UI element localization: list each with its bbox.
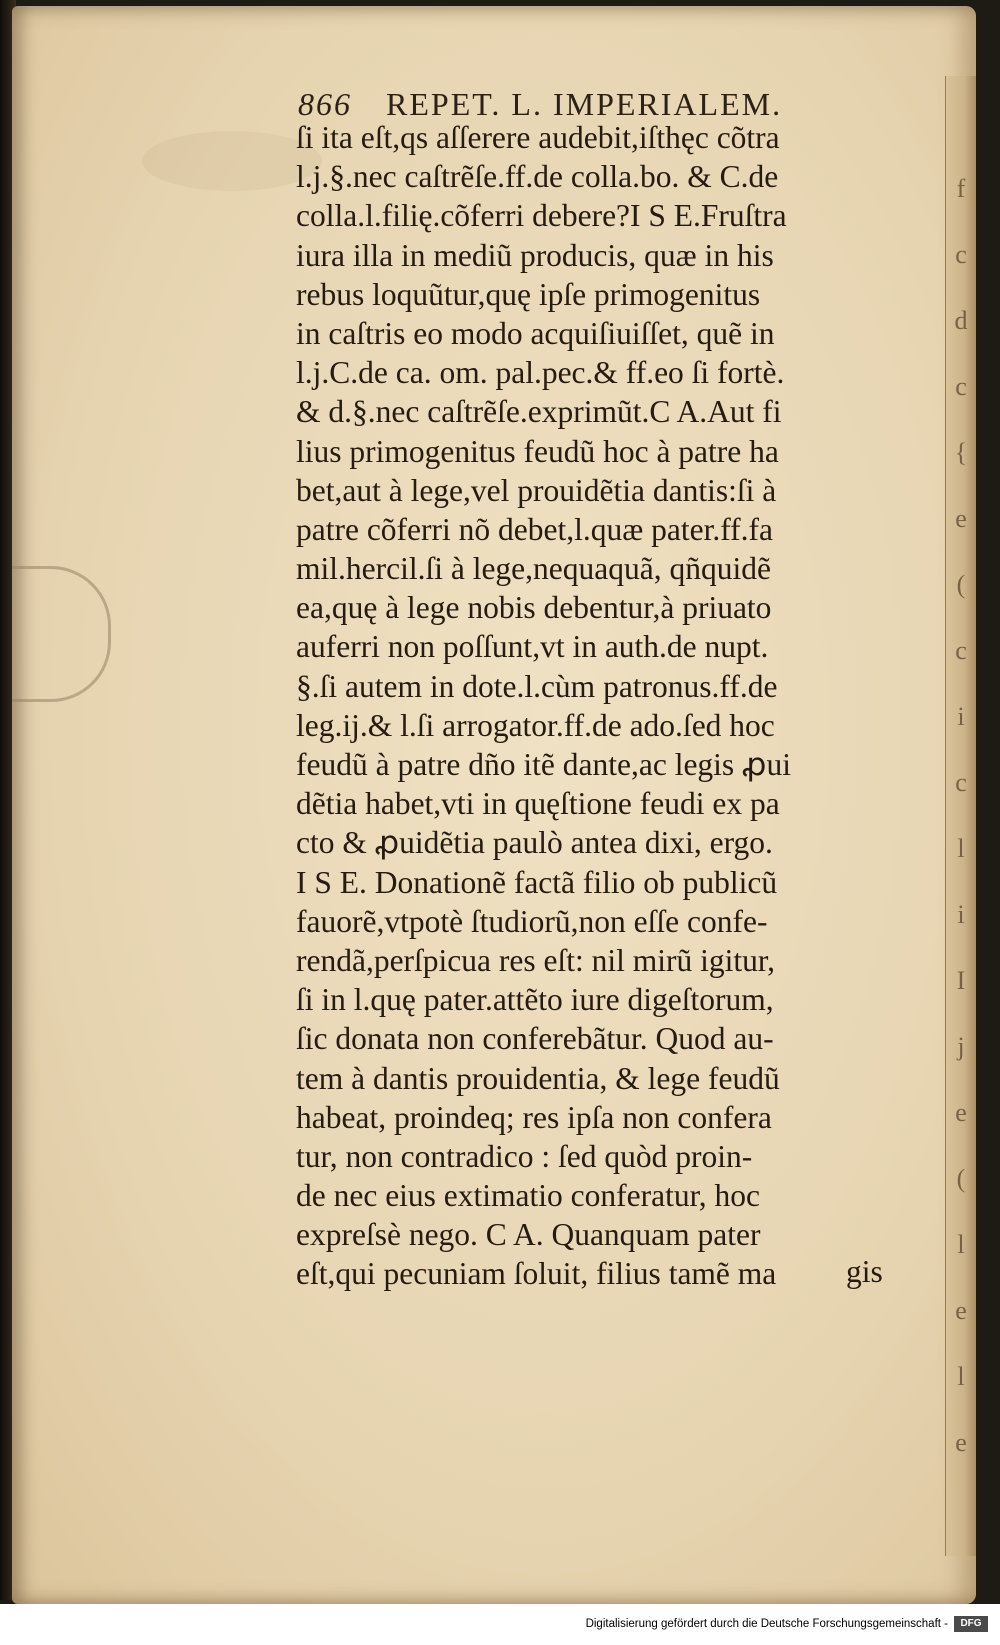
edge-letter: i <box>957 702 965 731</box>
paper-clip-mark <box>12 566 111 702</box>
page-number: 866 <box>298 86 352 122</box>
text-line: tem à dantis prouidentia, & lege feudũ <box>296 1060 780 1096</box>
text-line: & d.§.nec caſtrẽſe.exprimũt.C A.Aut fi <box>296 394 782 430</box>
text-line: ſi in l.quę pater.attẽto iure digeſtorum, <box>296 982 774 1018</box>
digitization-footer <box>0 1604 1000 1645</box>
text-line: auferri non poſſunt,vt in auth.de nupt. <box>296 629 769 665</box>
text-line: cto & ꝓuidẽtia paulò antea dixi, ergo. <box>296 825 773 861</box>
text-line: dẽtia habet,vti in quęſtione feudi ex pa <box>296 786 780 822</box>
text-line: l.j.C.de ca. om. pal.pec.& ff.eo ſi fortè. <box>296 355 785 391</box>
edge-letter: l <box>957 1230 965 1259</box>
edge-letter: f <box>956 174 966 203</box>
text-line: patre cõferri nõ debet,l.quæ pater.ff.fa <box>296 511 773 547</box>
edge-letter: c <box>955 636 967 665</box>
facing-page-edge <box>945 76 976 1556</box>
edge-letter: { <box>954 438 968 467</box>
text-line: eſt,qui pecuniam ſoluit, filius tamẽ ma <box>296 1256 777 1292</box>
edge-letter: l <box>957 834 965 863</box>
funding-credit: Digitalisierung gefördert durch die Deutsche Forschungsgemeinschaft - <box>585 1618 948 1630</box>
edge-letter: ( <box>956 1164 966 1193</box>
text-line: ea,quę à lege nobis debentur,à priuato <box>296 590 772 626</box>
text-line: §.ſi autem in dote.l.cùm patronus.ff.de <box>296 668 778 704</box>
text-line: expreſsè nego. C A. Quanquam pater <box>296 1217 761 1253</box>
text-line: rebus loquũtur,quę ipſe primogenitus <box>296 276 761 312</box>
text-line: ſic donata non conferebãtur. Quod au- <box>296 1021 774 1057</box>
text-line: rendã,perſpicua res eſt: nil mirũ igitur, <box>296 942 775 978</box>
edge-letter: e <box>955 1428 967 1457</box>
text-line: l.j.§.nec caſtrẽſe.ff.de colla.bo. & C.de <box>296 159 779 195</box>
text-line: feudũ à patre dño itẽ dante,ac legis ꝓui <box>296 747 791 782</box>
edge-letter: e <box>955 1098 967 1127</box>
paper-stain <box>142 131 322 191</box>
edge-letter: I <box>956 966 966 995</box>
edge-letter: c <box>955 768 967 797</box>
text-line: habeat, proindeq; res ipſa non confera <box>296 1099 772 1135</box>
catchword: gis <box>846 1254 883 1289</box>
edge-letter: i <box>957 900 965 929</box>
facing-page-letters <box>950 176 972 1456</box>
dfg-logo: DFG <box>954 1616 988 1632</box>
text-line: bet,aut à lege,vel prouidẽtia dantis:ſi à <box>296 472 777 508</box>
text-line: tur, non contradico : ſed quòd proin- <box>296 1138 753 1174</box>
running-title: REPET. L. IMPERIALEM. <box>386 86 783 122</box>
text-line: iura illa in mediũ producis, quæ in his <box>296 237 774 273</box>
text-line: ſi ita eſt,qs aſſerere audebit,iſthęc cõtra <box>296 120 780 155</box>
edge-letter: j <box>957 1032 965 1061</box>
edge-letter: d <box>954 306 968 335</box>
text-line: de nec eius extimatio conferatur, hoc <box>296 1178 761 1214</box>
edge-letter: e <box>955 504 967 533</box>
edge-letter: e <box>955 1296 967 1325</box>
edge-letter: c <box>955 240 967 269</box>
text-line: in caſtris eo modo acquiſiuiſſet, quẽ in <box>296 315 775 351</box>
edge-letter: c <box>955 372 967 401</box>
text-line: fauorẽ,vtpotè ſtudiorũ,non eſſe confe- <box>296 903 768 939</box>
text-line: mil.hercil.ſi à lege,nequaquã, qñquidẽ <box>296 551 771 587</box>
body-text <box>296 118 896 1294</box>
text-line: I S E. Donationẽ factã filio ob publicũ <box>296 864 778 900</box>
edge-letter: ( <box>956 570 966 599</box>
edge-letter: l <box>957 1362 965 1391</box>
text-line: lius primogenitus feudũ hoc à patre ha <box>296 433 779 469</box>
text-line: leg.ij.& l.ſi arrogator.ff.de ado.ſed hoc <box>296 707 775 743</box>
text-line: colla.l.filię.cõferri debere?I S E.Fruſtra <box>296 198 787 234</box>
